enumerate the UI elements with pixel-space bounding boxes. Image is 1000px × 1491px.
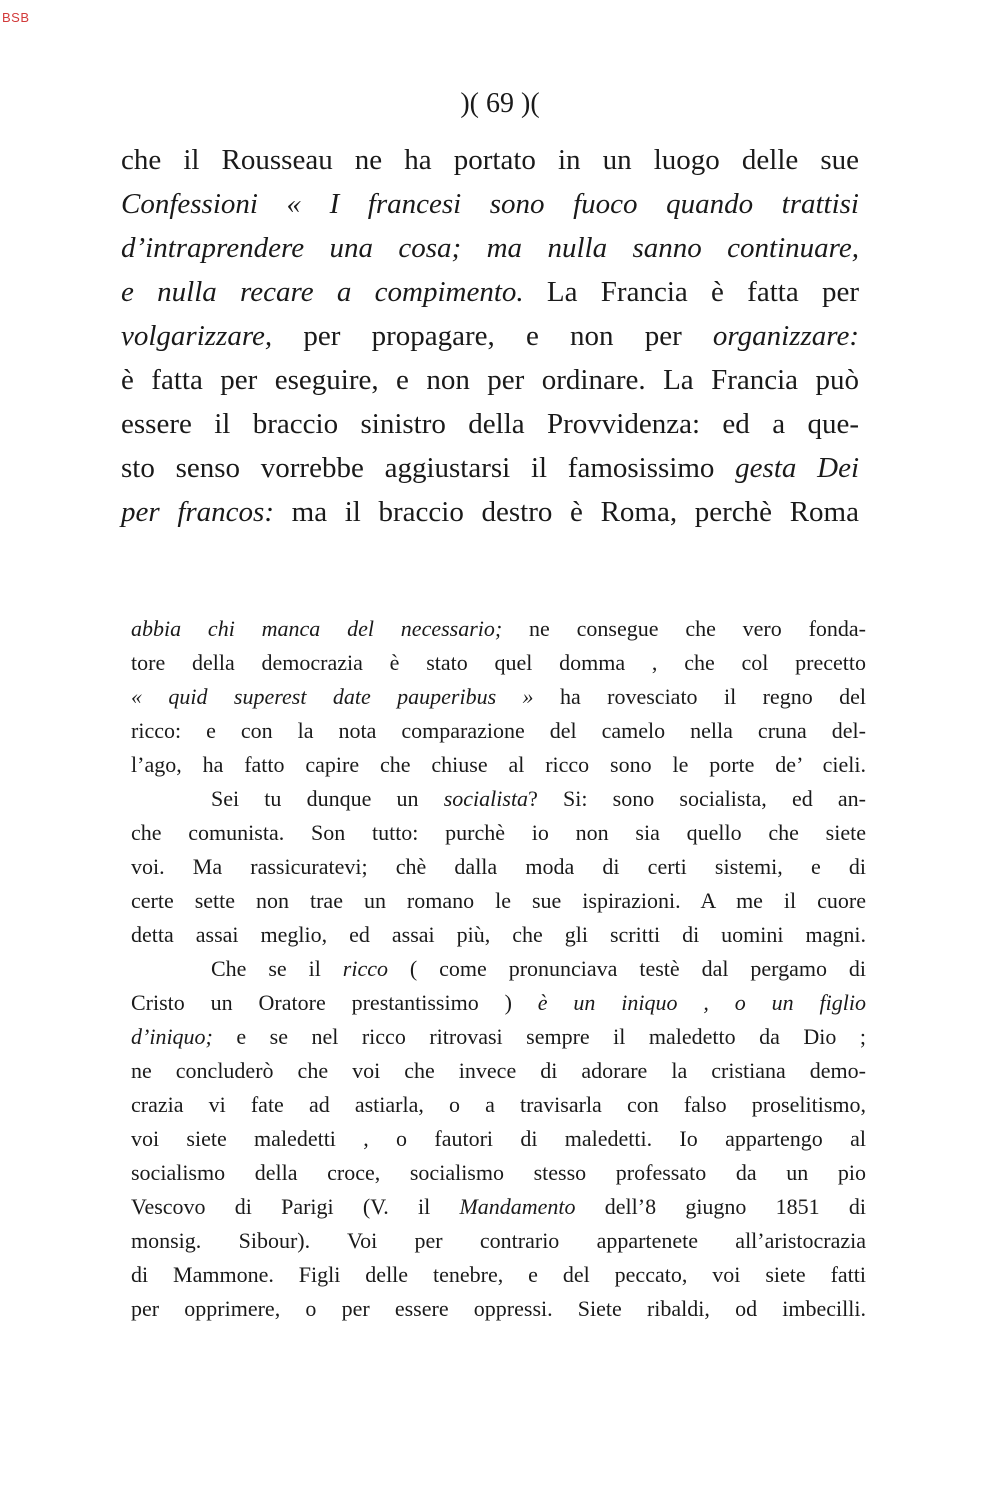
text-line [131,714,866,748]
text-run: ha rovesciato il regno del [533,684,866,709]
italic-text: è un iniquo , o un figlio [537,990,866,1015]
text-line [131,952,866,986]
text-line [131,1258,866,1292]
text-line [121,138,859,182]
text-run: Cristo un Oratore prestantissimo ) [131,990,538,1015]
text-line [131,1292,866,1326]
text-run: dell’8 giugno 1851 di [575,1194,866,1219]
italic-text: « quid superest date pauperibus » [131,684,534,709]
text-run: ricco: e con la nota comparazione del camelo nella cruna del- [131,718,866,743]
text-run: che comunista. Son tutto: purchè io non sia quello che siete [131,820,866,845]
text-run: per propagare, e non per [272,320,713,352]
text-run: ( come pronunciava testè dal pergamo di [387,956,866,981]
text-run: certe sette non trae un romano le sue ispirazioni. A me il cuore [131,888,866,913]
text-line [131,1088,866,1122]
text-line [131,1190,866,1224]
text-line [121,226,859,270]
text-run: socialismo della croce, socialismo stesso professato da un pio [131,1160,866,1185]
italic-text: volgarizzare, [121,320,273,352]
text-line [131,1156,866,1190]
text-line [131,1054,866,1088]
text-run: ne concluderò che voi che invece di adorare la cristiana demo- [131,1058,866,1083]
italic-text: e nulla recare a compimento. [121,276,524,308]
text-line [131,646,866,680]
text-line [131,1122,866,1156]
italic-text: socialista [443,786,529,811]
italic-text: abbia chi manca del necessario; [131,616,503,641]
italic-text: per francos: [121,496,274,528]
italic-text: Confessioni « I francesi sono fuoco quando trattisi [121,188,859,220]
italic-text: gesta Dei [735,452,859,484]
italic-text: d’intraprendere una cosa; ma nulla sanno continuare, [121,232,859,264]
text-line [131,1224,866,1258]
text-run: Sei tu dunque un [211,786,444,811]
text-run: sto senso vorrebbe aggiustarsi il famosissimo [121,452,736,484]
text-run: crazia vi fate ad astiarla, o a travisarla con falso proselitismo, [131,1092,866,1117]
text-line [121,358,859,402]
text-run: e se nel ricco ritrovasi sempre il maledetto da Dio ; [212,1024,866,1049]
italic-text: Mandamento [459,1194,576,1219]
italic-text: ricco [342,956,388,981]
text-run: ne consegue che vero fonda- [502,616,866,641]
text-run: ? Si: sono socialista, ed an- [528,786,866,811]
page-number: )( 69 )( [460,88,540,119]
text-line [121,446,859,490]
text-line [131,816,866,850]
text-run: tore della democrazia è stato quel domma , che col precetto [131,650,866,675]
italic-text: d’iniquo; [131,1024,213,1049]
text-line [131,680,866,714]
text-run: voi siete maledetti , o fautori di maledetti. Io appartengo al [131,1126,866,1151]
text-run: Che se il [211,956,343,981]
italic-text: organizzare: [712,320,859,352]
text-line [131,884,866,918]
text-line [131,986,866,1020]
text-line [121,402,859,446]
text-line [131,612,866,646]
text-line [131,918,866,952]
text-run: è fatta per eseguire, e non per ordinare. La Francia può [121,364,859,396]
text-line [131,1020,866,1054]
library-stamp: BSB [2,10,30,25]
text-run: La Francia è fatta per [523,276,859,308]
text-run: monsig. Sibour). Voi per contrario appartenete all’aristocrazia [131,1228,866,1253]
text-line [121,490,859,534]
text-line [121,182,859,226]
text-run: l’ago, ha fatto capire che chiuse al ricco sono le porte de’ cieli. [131,752,866,777]
text-run: per opprimere, o per essere oppressi. Siete ribaldi, od imbecilli. [131,1296,866,1321]
text-line [131,748,866,782]
text-run: Vescovo di Parigi (V. il [131,1194,460,1219]
text-run: detta assai meglio, ed assai più, che gli scritti di uomini magni. [131,922,866,947]
text-line [131,850,866,884]
text-run: essere il braccio sinistro della Provvidenza: ed a que- [121,408,859,440]
text-line [131,782,866,816]
text-run: che il Rousseau ne ha portato in un luogo delle sue [121,144,859,176]
text-line [121,314,859,358]
text-line [121,270,859,314]
text-run: voi. Ma rassicuratevi; chè dalla moda di certi sistemi, e di [131,854,866,879]
text-run: ma il braccio destro è Roma, perchè Roma [273,496,859,528]
text-run: di Mammone. Figli delle tenebre, e del peccato, voi siete fatti [131,1262,866,1287]
